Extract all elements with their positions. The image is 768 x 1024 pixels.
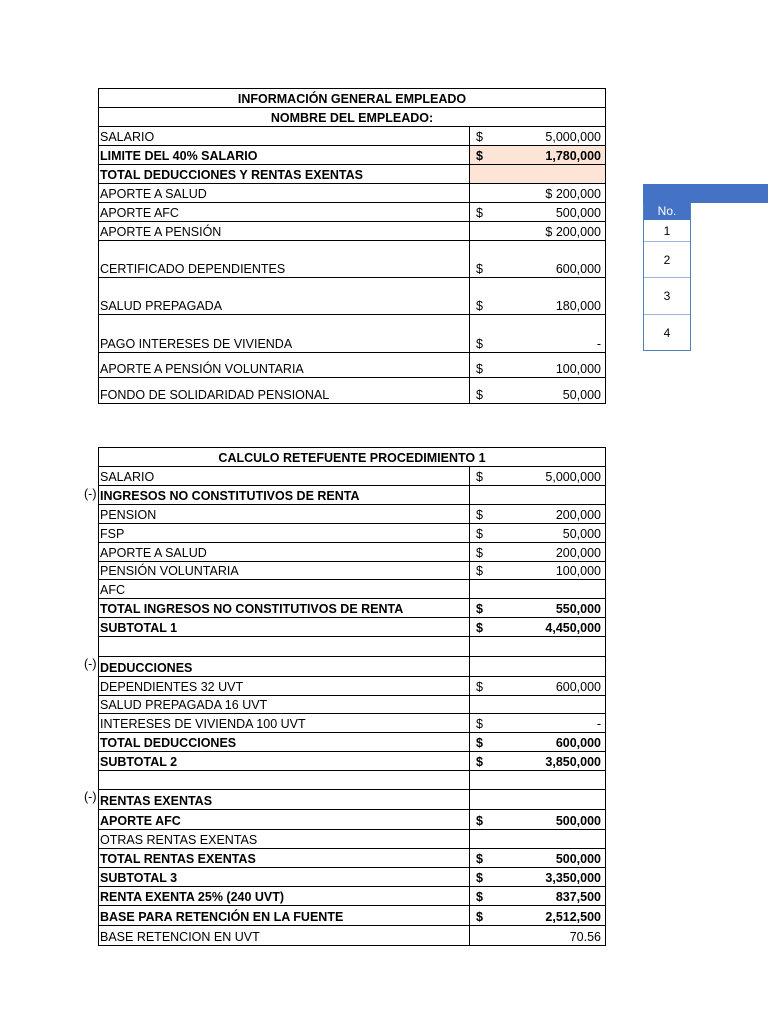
info-title-row [99, 89, 605, 108]
calc-value: 550,000 [555, 602, 601, 616]
calc-row [99, 505, 605, 524]
calc-currency: $ [469, 677, 521, 695]
number-list-header: No. [644, 202, 690, 220]
calc-currency [469, 771, 521, 789]
info-currency: $ [469, 127, 521, 145]
info-label: APORTE A SALUD [100, 187, 207, 201]
calc-value: 2,512,500 [545, 910, 601, 924]
info-label: APORTE A PENSIÓN [100, 225, 222, 239]
calc-value: 200,000 [555, 546, 601, 560]
calc-label: RENTA EXENTA 25% (240 UVT) [100, 890, 285, 904]
info-highlight-cell [469, 165, 605, 183]
calc-row [99, 696, 605, 714]
info-value: $ 200,000 [469, 184, 605, 202]
calc-value: 600,000 [555, 736, 601, 750]
calc-currency: $ [469, 887, 521, 905]
calc-row [99, 599, 605, 618]
calc-row [99, 657, 605, 677]
info-label: TOTAL DEDUCCIONES Y RENTAS EXENTAS [100, 168, 364, 182]
employee-info-table [98, 88, 606, 404]
calc-row [99, 887, 605, 906]
calc-label [99, 637, 469, 656]
calc-label: AFC [100, 583, 125, 597]
calc-label: TOTAL DEDUCCIONES [100, 736, 237, 750]
calc-label: PENSION [100, 508, 157, 522]
calc-row [99, 733, 605, 752]
info-value: 100,000 [555, 362, 601, 376]
calc-currency: $ [469, 562, 521, 579]
calc-value: 500,000 [555, 852, 601, 866]
number-item-3: 3 [644, 278, 690, 315]
info-title: INFORMACIÓN GENERAL EMPLEADO [237, 92, 467, 106]
info-value: 600,000 [555, 262, 601, 276]
calc-currency [469, 830, 521, 848]
calc-currency: $ [469, 618, 521, 636]
info-row [99, 222, 605, 241]
calc-currency: $ [469, 810, 521, 829]
calc-label: INGRESOS NO CONSTITUTIVOS DE RENTA [100, 489, 360, 503]
calc-value: - [596, 717, 601, 731]
calc-label: TOTAL INGRESOS NO CONSTITUTIVOS DE RENTA [100, 602, 404, 616]
calc-currency: $ [469, 505, 521, 523]
calc-row [99, 810, 605, 830]
info-label: PAGO INTERESES DE VIVIENDA [100, 337, 293, 351]
calc-label: PENSIÓN VOLUNTARIA [100, 564, 239, 578]
calc-label: SALUD PREPAGADA 16 UVT [100, 698, 268, 712]
calc-row [99, 637, 605, 657]
calc-label: BASE PARA RETENCIÓN EN LA FUENTE [100, 910, 344, 924]
calc-currency: $ [469, 714, 521, 732]
calc-label: SALARIO [100, 470, 155, 484]
calc-row [99, 752, 605, 771]
calc-row [99, 562, 605, 580]
info-label: FONDO DE SOLIDARIDAD PENSIONAL [100, 388, 330, 402]
calc-currency: $ [469, 849, 521, 867]
info-value: 50,000 [562, 388, 601, 402]
calc-label: OTRAS RENTAS EXENTAS [100, 833, 258, 847]
calc-row [99, 618, 605, 637]
calc-value [521, 580, 605, 598]
calc-row [99, 868, 605, 887]
info-label: LIMITE DEL 40% SALARIO [100, 149, 258, 163]
info-row [99, 353, 605, 378]
calc-label: TOTAL RENTAS EXENTAS [100, 852, 256, 866]
retefuente-calc-table [98, 447, 606, 946]
calc-label: DEDUCCIONES [100, 661, 193, 675]
calc-label: INTERESES DE VIVIENDA 100 UVT [100, 717, 306, 731]
calc-label: SUBTOTAL 2 [100, 755, 178, 769]
calc-currency [469, 637, 521, 656]
calc-value: 100,000 [555, 564, 601, 578]
calc-row [99, 790, 605, 810]
calc-currency [469, 486, 521, 504]
minus-sign-ingresos: (-) [84, 487, 97, 501]
calc-row [99, 771, 605, 790]
calc-value [521, 657, 605, 676]
info-currency: $ [469, 278, 521, 314]
info-label: SALUD PREPAGADA [100, 299, 223, 313]
calc-currency [469, 657, 521, 676]
calc-row [99, 830, 605, 849]
info-currency: $ [469, 203, 521, 221]
calc-value [521, 696, 605, 713]
info-value: 500,000 [555, 206, 601, 220]
calc-row [99, 524, 605, 543]
calc-row [99, 677, 605, 696]
calc-label: FSP [100, 527, 125, 541]
calc-value: 837,500 [555, 890, 601, 904]
calc-row [99, 714, 605, 733]
calc-currency [469, 790, 521, 809]
info-currency: $ [469, 315, 521, 352]
calc-label: APORTE AFC [100, 814, 181, 828]
calc-label: RENTAS EXENTAS [100, 794, 213, 808]
calc-value: 600,000 [555, 680, 601, 694]
info-value: 180,000 [555, 299, 601, 313]
calc-row [99, 849, 605, 868]
calc-value: 3,850,000 [545, 755, 601, 769]
info-label: APORTE AFC [100, 206, 179, 220]
calc-currency: $ [469, 524, 521, 542]
side-header-band [643, 184, 768, 203]
calc-title-row [99, 448, 605, 467]
calc-currency: $ [469, 467, 521, 485]
calc-value [521, 830, 605, 848]
info-row [99, 184, 605, 203]
info-subtitle-row [99, 108, 605, 127]
info-currency: $ [469, 353, 521, 377]
info-label: SALARIO [100, 130, 155, 144]
info-label: CERTIFICADO DEPENDIENTES [100, 262, 286, 276]
info-row [99, 127, 605, 146]
calc-value [521, 637, 605, 656]
calc-currency: $ [469, 868, 521, 886]
number-item-4: 4 [663, 325, 671, 340]
info-value: 1,780,000 [521, 146, 605, 164]
number-list [643, 203, 691, 351]
calc-label: SUBTOTAL 1 [100, 621, 178, 635]
info-value: $ 200,000 [469, 222, 605, 240]
calc-currency: $ [469, 733, 521, 751]
calc-value: 5,000,000 [545, 470, 601, 484]
calc-row [99, 486, 605, 505]
calc-label: BASE RETENCION EN UVT [100, 930, 260, 944]
calc-value: 200,000 [555, 508, 601, 522]
info-row [99, 378, 605, 403]
info-row [99, 203, 605, 222]
calc-row [99, 467, 605, 486]
calc-value: 50,000 [562, 527, 601, 541]
info-row [99, 165, 605, 184]
calc-currency [469, 580, 521, 598]
calc-currency: $ [469, 599, 521, 617]
calc-value [521, 486, 605, 504]
calc-title: CALCULO RETEFUENTE PROCEDIMIENTO 1 [218, 451, 486, 465]
info-currency: $ [469, 146, 521, 164]
minus-sign-deducciones: (-) [84, 657, 97, 671]
calc-label: APORTE A SALUD [100, 546, 207, 560]
calc-label [99, 771, 469, 789]
info-row [99, 241, 605, 278]
info-row [99, 315, 605, 353]
calc-value: 70.56 [469, 926, 605, 945]
calc-row [99, 580, 605, 599]
calc-value: 4,450,000 [545, 621, 601, 635]
calc-row [99, 543, 605, 562]
number-item-1: 1 [644, 220, 690, 242]
calc-value: 3,350,000 [545, 871, 601, 885]
calc-value [521, 790, 605, 809]
calc-label: DEPENDIENTES 32 UVT [100, 680, 244, 694]
info-label: APORTE A PENSIÓN VOLUNTARIA [100, 362, 304, 376]
info-row [99, 146, 605, 165]
info-row [99, 278, 605, 315]
info-value: 5,000,000 [545, 130, 601, 144]
calc-label: SUBTOTAL 3 [100, 871, 178, 885]
calc-currency [469, 696, 521, 713]
number-item-2: 2 [644, 242, 690, 278]
info-value: - [596, 337, 601, 351]
calc-row [99, 906, 605, 926]
info-currency: $ [469, 378, 521, 403]
info-currency: $ [469, 241, 521, 277]
calc-value [521, 771, 605, 789]
calc-currency: $ [469, 543, 521, 561]
calc-value: 500,000 [555, 814, 601, 828]
calc-currency: $ [469, 906, 521, 925]
info-subtitle: NOMBRE DEL EMPLEADO: [270, 111, 434, 125]
calc-currency: $ [469, 752, 521, 770]
calc-row [99, 926, 605, 945]
minus-sign-rentas: (-) [84, 790, 97, 804]
